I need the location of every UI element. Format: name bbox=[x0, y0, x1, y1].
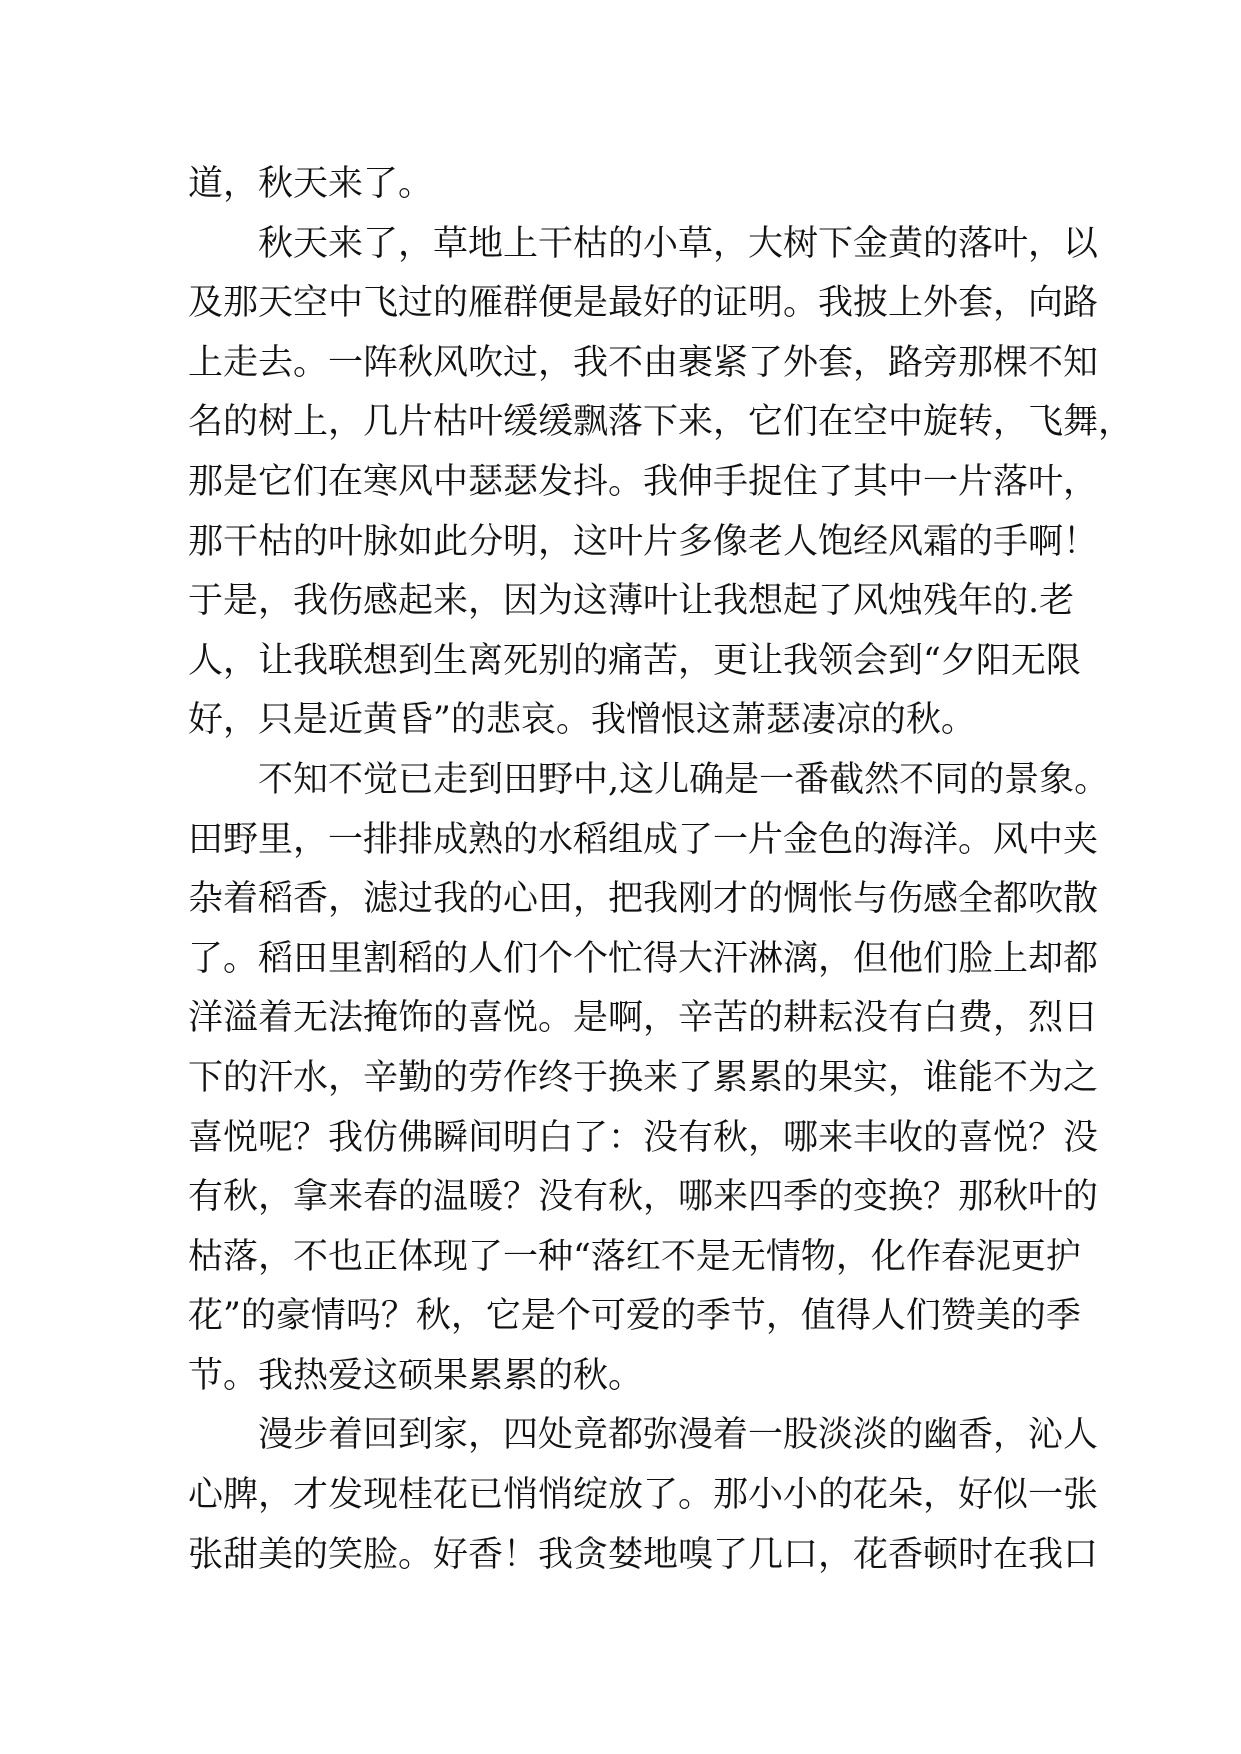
text-line: 那是它们在寒风中瑟瑟发抖。我伸手捉住了其中一片落叶， bbox=[188, 461, 1099, 502]
document-body bbox=[188, 155, 1134, 1585]
text-line: 及那天空中飞过的雁群便是最好的证明。我披上外套，向路 bbox=[188, 283, 1099, 324]
text-line: 了。稻田里割稻的人们个个忙得大汗淋漓，但他们脸上却都 bbox=[188, 938, 1099, 979]
text-line: 道，秋天来了。 bbox=[188, 164, 434, 204]
text-line: 不知不觉已走到田野中,这儿确是一番截然不同的景象。 bbox=[258, 759, 1110, 800]
text-line: 洋溢着无法掩饰的喜悦。是啊，辛苦的耕耘没有白费，烈日 bbox=[188, 998, 1099, 1039]
text-line: 漫步着回到家，四处竟都弥漫着一股淡淡的幽香，沁人 bbox=[258, 1415, 1099, 1456]
text-line: 花”的豪情吗？秋，它是个可爱的季节，值得人们赞美的季 bbox=[188, 1296, 1081, 1337]
text-line: 名的树上，几片枯叶缓缓飘落下来，它们在空中旋转，飞舞， bbox=[188, 402, 1134, 443]
text-line: 上走去。一阵秋风吹过，我不由裹紧了外套，路旁那棵不知 bbox=[188, 342, 1099, 383]
text-line: 有秋，拿来春的温暖？没有秋，哪来四季的变换？那秋叶的 bbox=[188, 1177, 1099, 1218]
text-line: 节。我热爱这硕果累累的秋。 bbox=[188, 1355, 644, 1396]
text-line: 好，只是近黄昏”的悲哀。我憎恨这萧瑟凄凉的秋。 bbox=[188, 700, 976, 741]
text-line: 心脾，才发现桂花已悄悄绽放了。那小小的花朵，好似一张 bbox=[188, 1475, 1099, 1516]
text-line: 喜悦呢？我仿佛瞬间明白了：没有秋，哪来丰收的喜悦？没 bbox=[188, 1117, 1099, 1158]
text-line: 枯落，不也正体现了一种“落红不是无情物，化作春泥更护 bbox=[188, 1236, 1081, 1277]
text-line: 下的汗水，辛勤的劳作终于换来了累累的果实，谁能不为之 bbox=[188, 1057, 1099, 1098]
text-line: 张甜美的笑脸。好香！我贪婪地嗅了几口，花香顿时在我口 bbox=[188, 1534, 1099, 1575]
text-line: 于是，我伤感起来，因为这薄叶让我想起了风烛残年的.老 bbox=[188, 581, 1075, 622]
text-line: 秋天来了，草地上干枯的小草，大树下金黄的落叶，以 bbox=[258, 223, 1099, 264]
text-line: 人，让我联想到生离死别的痛苦，更让我领会到“夕阳无限 bbox=[188, 640, 1081, 681]
text-line: 杂着稻香，滤过我的心田，把我刚才的惆怅与伤感全都吹散 bbox=[188, 879, 1099, 920]
text-line: 那干枯的叶脉如此分明，这叶片多像老人饱经风霜的手啊！ bbox=[188, 521, 1099, 562]
text-line: 田野里，一排排成熟的水稻组成了一片金色的海洋。风中夹 bbox=[188, 819, 1099, 860]
